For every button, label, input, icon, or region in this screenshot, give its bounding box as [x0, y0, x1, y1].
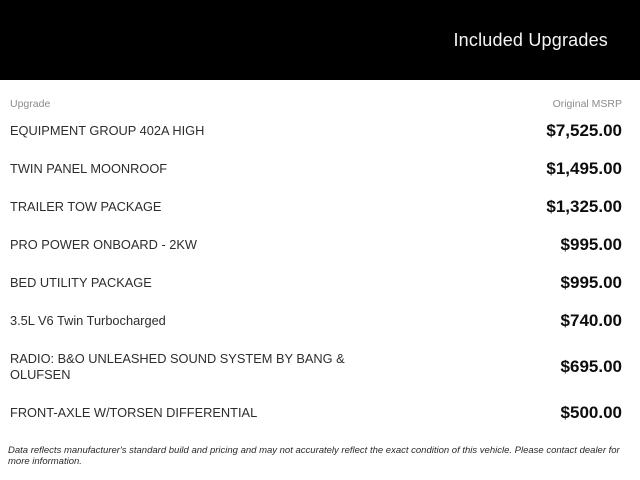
upgrade-price: $7,525.00 [546, 121, 622, 140]
page-title: Included Upgrades [453, 29, 608, 50]
upgrade-price: $500.00 [560, 403, 622, 422]
upgrade-name: FRONT-AXLE W/TORSEN DIFFERENTIAL [10, 405, 258, 420]
disclaimer-text: Data reflects manufacturer's standard build and pricing and may not accurately reflect the exact condition of this vehicle. Please contact dealer for more information. [8, 445, 620, 467]
table-row [10, 188, 622, 226]
upgrade-name: BED UTILITY PACKAGE [10, 275, 152, 290]
upgrade-price: $740.00 [560, 311, 622, 330]
upgrade-name: 3.5L V6 Twin Turbocharged [10, 313, 166, 328]
table-row [10, 226, 622, 264]
upgrade-price: $1,495.00 [546, 159, 622, 178]
table-row [10, 112, 622, 150]
upgrade-name: EQUIPMENT GROUP 402A HIGH [10, 123, 205, 138]
column-header-msrp: Original MSRP [552, 98, 622, 110]
upgrades-table [0, 98, 640, 467]
column-header-row [10, 98, 622, 110]
table-row [10, 302, 622, 340]
table-row [10, 394, 622, 432]
upgrade-name: TWIN PANEL MOONROOF [10, 161, 168, 176]
upgrade-price: $1,325.00 [546, 197, 622, 216]
upgrade-name: RADIO: B&O UNLEASHED SOUND SYSTEM BY BANG & OLUFSEN [10, 351, 345, 382]
column-header-upgrade: Upgrade [10, 98, 51, 110]
header-bar [0, 0, 640, 80]
upgrade-price: $995.00 [560, 235, 622, 254]
upgrade-rows [10, 112, 622, 432]
table-row [10, 340, 622, 394]
table-row [10, 264, 622, 302]
upgrade-price: $695.00 [560, 357, 622, 376]
table-row [10, 150, 622, 188]
upgrade-price: $995.00 [560, 273, 622, 292]
upgrade-name: PRO POWER ONBOARD - 2KW [10, 237, 197, 252]
upgrade-name: TRAILER TOW PACKAGE [10, 199, 162, 214]
